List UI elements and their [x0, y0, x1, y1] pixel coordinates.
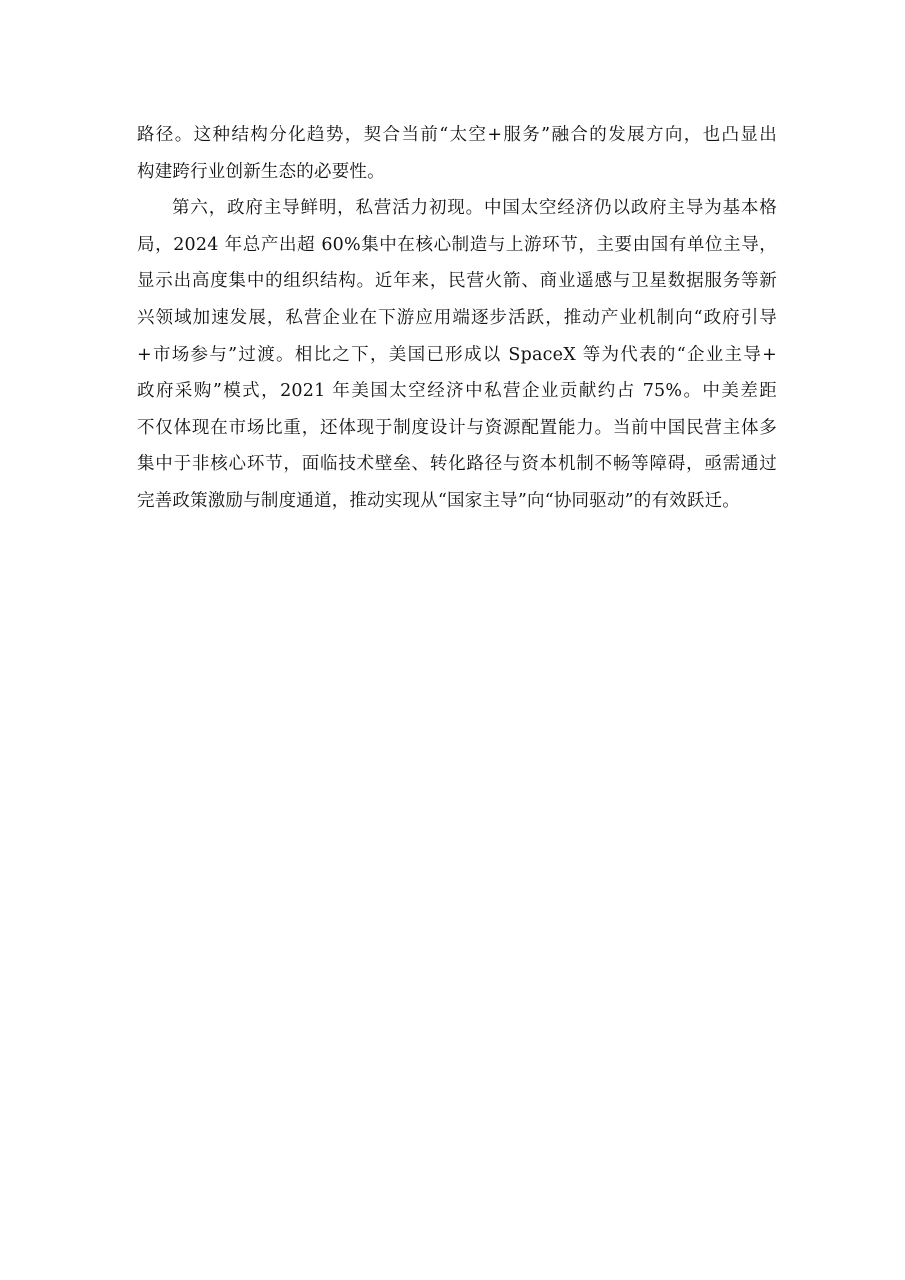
paragraph-line: 不仅体现在市场比重，还体现于制度设计与资源配置能力。当前中国民营主体多	[137, 417, 777, 438]
paragraph-2	[137, 190, 777, 519]
paragraph-line: 显示出高度集中的组织结构。近年来，民营火箭、商业遥感与卫星数据服务等新	[137, 271, 777, 292]
paragraph-line: 路径。这种结构分化趋势，契合当前“太空+服务”融合的发展方向，也凸显出	[137, 125, 777, 145]
body-text	[137, 117, 777, 520]
paragraph-line: +市场参与”过渡。相比之下，美国已形成以 SpaceX 等为代表的“企业主导+	[137, 344, 777, 365]
paragraph-line: 局，2024 年总产出超 60%集中在核心制造与上游环节，主要由国有单位主导，	[137, 234, 777, 255]
paragraph-line: 第六，政府主导鲜明，私营活力初现。中国太空经济仍以政府主导为基本格	[172, 198, 777, 219]
paragraph-line: 兴领域加速发展，私营企业在下游应用端逐步活跃，推动产业机制向“政府引导	[137, 307, 777, 328]
paragraph-line: 构建跨行业创新生态的必要性。	[137, 161, 385, 182]
paragraph-line: 完善政策激励与制度通道，推动实现从“国家主导”向“协同驱动”的有效跃迁。	[137, 490, 740, 511]
paragraph-1	[137, 117, 777, 190]
paragraph-line: 集中于非核心环节，面临技术壁垒、转化路径与资本机制不畅等障碍，亟需通过	[137, 454, 777, 475]
paragraph-line: 政府采购”模式，2021 年美国太空经济中私营企业贡献约占 75%。中美差距	[137, 381, 777, 402]
